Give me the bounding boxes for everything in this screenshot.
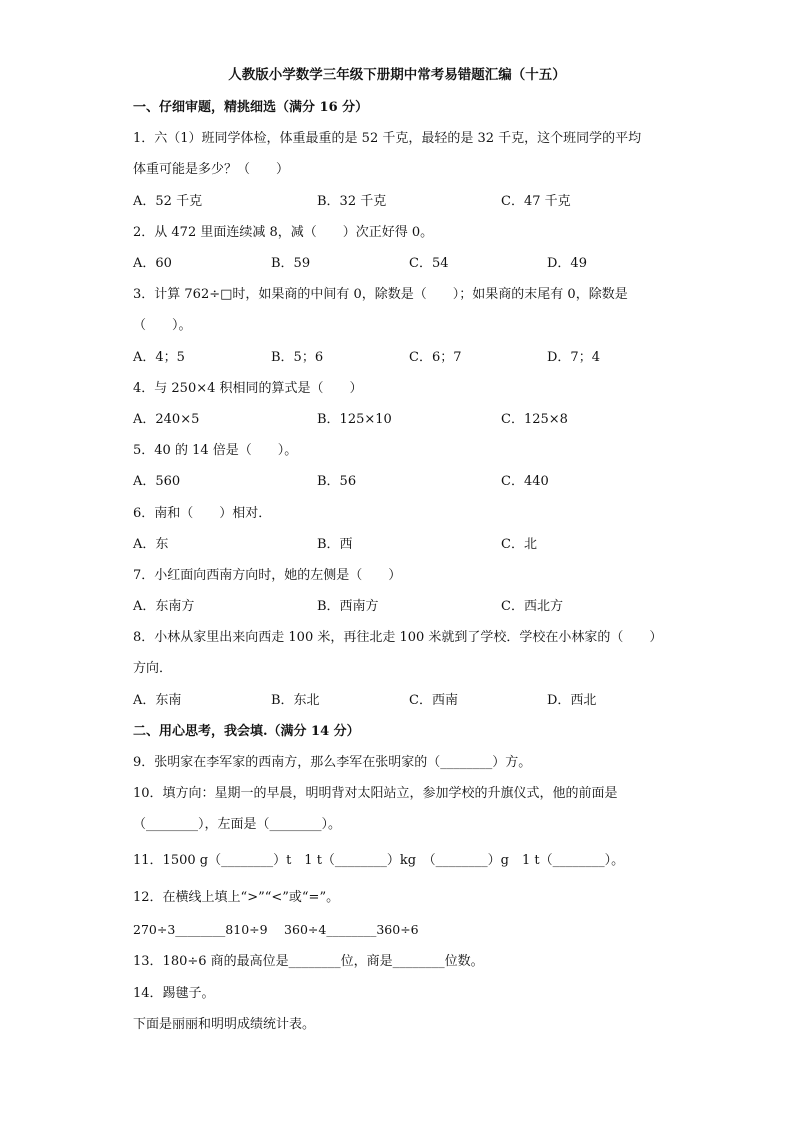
q2-option-a[interactable]: A．60 [133,256,172,271]
q4-option-a[interactable]: A．240×5 [133,412,200,427]
question-2: 2．从 472 里面连续减 8，减（ ）次正好得 0。 [133,225,434,240]
question-3-line-1: 3．计算 762÷□时，如果商的中间有 0，除数是（ ）；如果商的末尾有 0，除数是 [133,287,628,302]
question-9: 9．张明家在李军家的西南方，那么李军在张明家的（________）方。 [133,755,532,770]
question-3-line-2: （ ）。 [133,318,192,333]
q5-option-c[interactable]: C．440 [501,474,549,489]
q8-option-c[interactable]: C．西南 [409,693,458,708]
q8-option-a[interactable]: A．东南 [133,693,182,708]
q1-option-b[interactable]: B．32 千克 [317,194,387,209]
question-1-line-2: 体重可能是多少？（ ） [133,162,290,177]
q5-option-a[interactable]: A．560 [133,474,181,489]
section-2-heading: 二、用心思考，我会填.（满分 14 分） [133,724,360,739]
q5-option-b[interactable]: B．56 [317,474,357,489]
question-14: 14．踢毽子。 [133,986,215,1001]
question-8-line-2: 方向． [133,661,173,676]
page-title: 人教版小学数学三年级下册期中常考易错题汇编（十五） [228,67,566,83]
q3-option-d[interactable]: D．7；4 [547,350,600,365]
q3-option-c[interactable]: C．6；7 [409,350,462,365]
q2-option-b[interactable]: B．59 [271,256,311,271]
q7-option-a[interactable]: A．东南方 [133,599,195,614]
question-14-description: 下面是丽丽和明明成绩统计表。 [133,1017,316,1032]
question-7: 7．小红面向西南方向时，她的左侧是（ ） [133,568,402,583]
question-6: 6．南和（ ）相对． [133,506,272,521]
question-13: 13．180÷6 商的最高位是________位，商是________位数。 [133,954,484,969]
q3-option-b[interactable]: B．5；6 [271,350,324,365]
q8-option-d[interactable]: D．西北 [547,693,597,708]
q6-option-c[interactable]: C．北 [501,537,537,552]
q8-option-b[interactable]: B．东北 [271,693,320,708]
q1-option-a[interactable]: A．52 千克 [133,194,203,209]
question-12-expressions: 270÷3________810÷9 360÷4________360÷6 [133,922,419,937]
q7-option-c[interactable]: C．西北方 [501,599,563,614]
question-10-line-2: （________），左面是（________）。 [133,817,342,832]
question-11: 11．1500 g（________）t 1 t（________）kg （________）g 1 t（________）。 [133,853,625,868]
question-10-line-1: 10．填方向：星期一的早晨，明明背对太阳站立，参加学校的升旗仪式，他的前面是 [133,786,618,801]
question-12: 12．在横线上填上“>”“<”或“=”。 [133,890,340,905]
question-1-line-1: 1．六（1）班同学体检，体重最重的是 52 千克，最轻的是 32 千克，这个班同学的平均 [133,131,642,146]
q7-option-b[interactable]: B．西南方 [317,599,379,614]
question-8-line-1: 8．小林从家里出来向西走 100 米，再往北走 100 米就到了学校．学校在小林家的（ ） [133,630,663,645]
question-4: 4．与 250×4 积相同的算式是（ ） [133,381,363,396]
q2-option-d[interactable]: D．49 [547,256,587,271]
q6-option-b[interactable]: B．西 [317,537,353,552]
section-1-heading: 一、仔细审题，精挑细选（满分 16 分） [133,100,369,115]
q4-option-b[interactable]: B．125×10 [317,412,392,427]
q3-option-a[interactable]: A．4；5 [133,350,185,365]
q6-option-a[interactable]: A．东 [133,537,169,552]
question-5: 5．40 的 14 倍是（ ）。 [133,443,298,458]
q4-option-c[interactable]: C．125×8 [501,412,568,427]
q1-option-c[interactable]: C．47 千克 [501,194,571,209]
q2-option-c[interactable]: C．54 [409,256,449,271]
